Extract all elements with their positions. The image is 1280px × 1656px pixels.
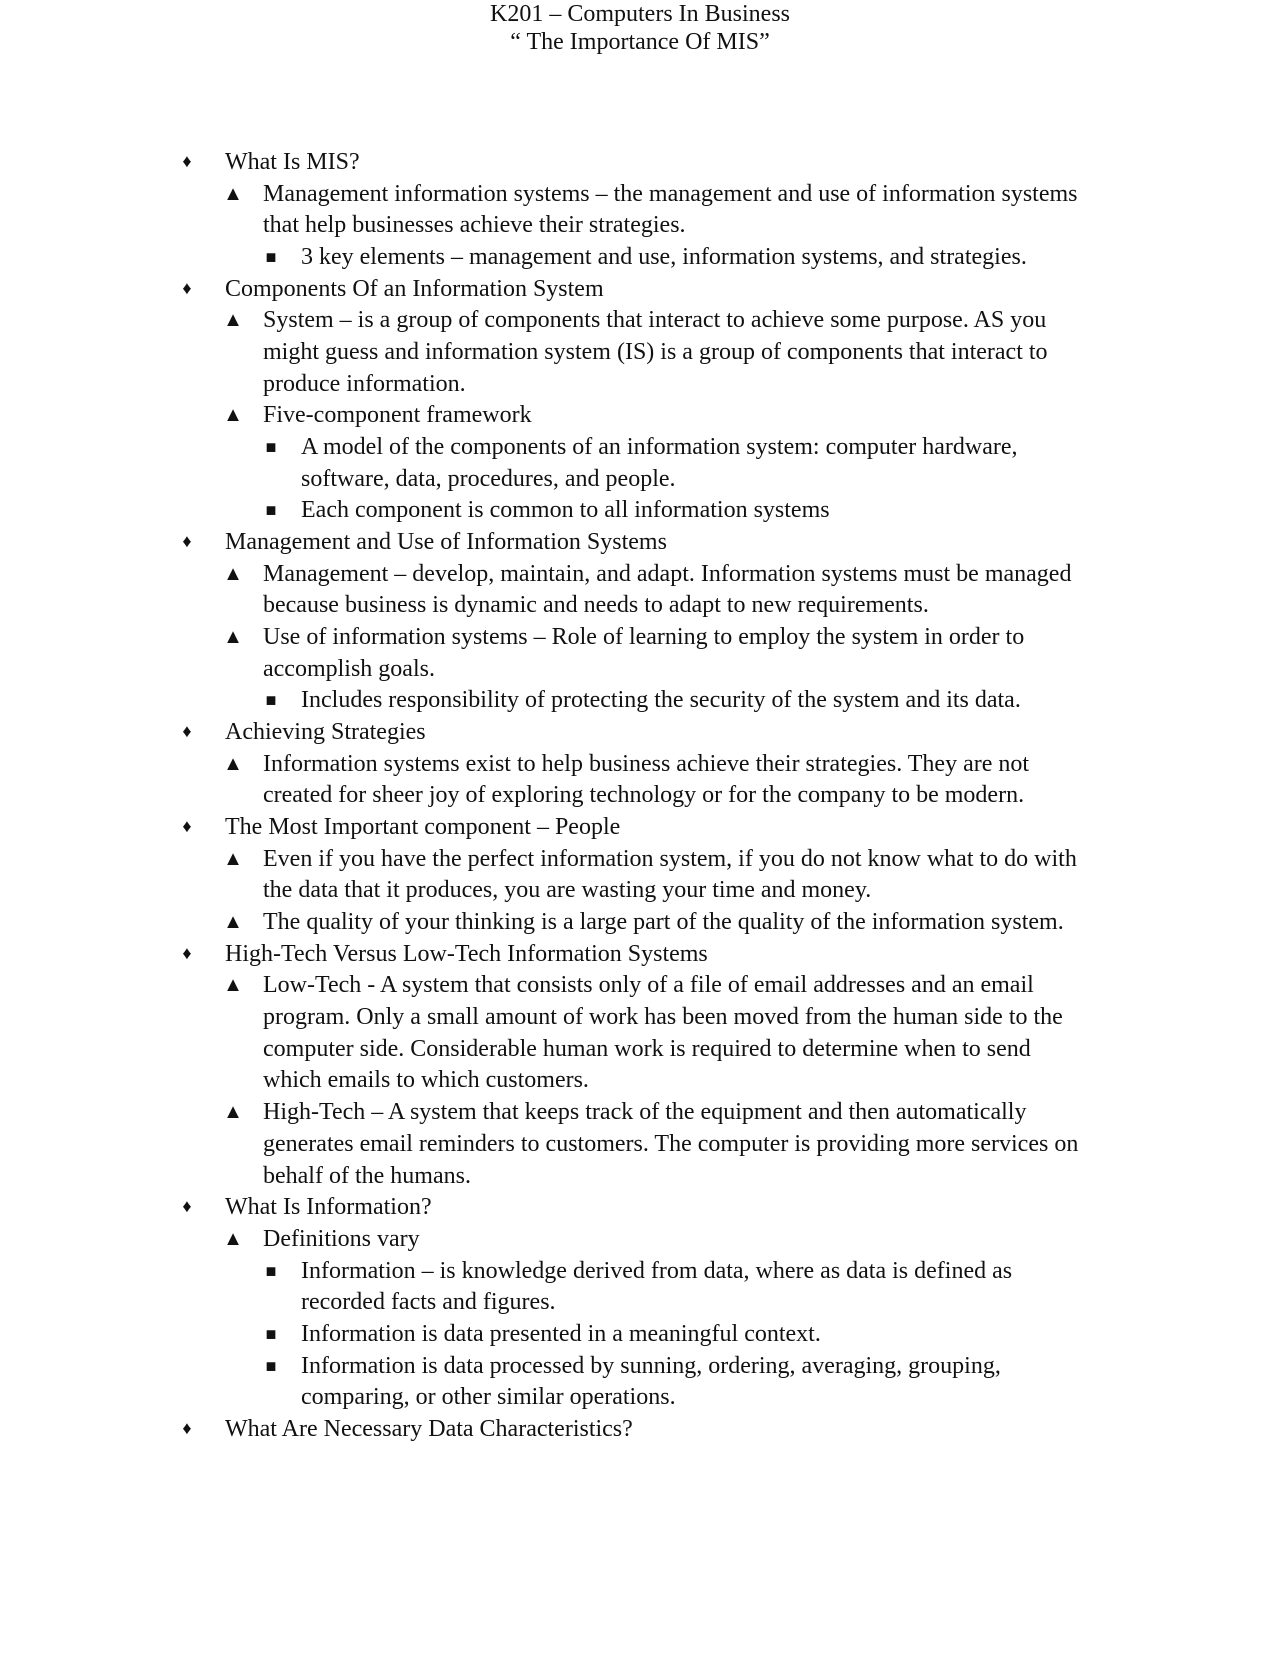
sub-list-item [263, 432, 1085, 495]
sub-list-item-text: 3 key elements – management and use, information systems, and strategies. [301, 244, 1027, 271]
sub-item-list [263, 685, 1085, 717]
list-item-text: Management – develop, maintain, and adapt. Information systems must be managed because business is dynamic and needs to adapt to new requirements. [263, 560, 1072, 619]
list-item-text: Management information systems – the management and use of information systems that help businesses achieve their strategies. [263, 180, 1078, 239]
sub-list-item-text: Information – is knowledge derived from data, where as data is defined as recorded facts and figures. [301, 1257, 1013, 1316]
section-item-list [225, 559, 1085, 717]
sub-list-item-text: Each component is common to all information systems [301, 497, 830, 524]
triangle-bullet-icon: ▲ [223, 752, 243, 775]
outline-section [182, 939, 1085, 1192]
list-item [225, 907, 1085, 939]
diamond-bullet-icon: ♦ [182, 1417, 192, 1438]
section-item-list [225, 749, 1085, 812]
sub-item-list [263, 1256, 1085, 1414]
list-item [225, 844, 1085, 907]
list-item [225, 622, 1085, 717]
course-title: K201 – Computers In Business [490, 1, 790, 27]
sub-list-item-text: Information is data processed by sunning, ordering, averaging, grouping, comparing, or other similar operations. [301, 1352, 1001, 1411]
diamond-bullet-icon: ♦ [182, 277, 192, 298]
triangle-bullet-icon: ▲ [223, 182, 243, 205]
document-title-block [0, 0, 1280, 56]
list-item-text: Use of information systems – Role of learning to employ the system in order to accomplish goals. [263, 624, 1025, 682]
list-item-text: Five-component framework [263, 402, 532, 429]
sub-list-item [263, 1319, 1085, 1351]
sub-list-item-text: A model of the components of an information system: computer hardware, software, data, procedures, and people. [301, 434, 1018, 492]
outline-section [182, 1192, 1085, 1414]
list-item-text: High-Tech – A system that keeps track of the equipment and then automatically generates email reminders to customers. The computer is providing more services on behalf of the humans. [263, 1099, 1079, 1189]
square-bullet-icon: ■ [265, 1355, 277, 1376]
sub-list-item-text: Information is data presented in a meaningful context. [301, 1320, 821, 1347]
outline-list [182, 147, 1085, 1446]
triangle-bullet-icon: ▲ [223, 562, 243, 585]
list-item [225, 559, 1085, 622]
section-heading: What Are Necessary Data Characteristics? [225, 1415, 633, 1442]
triangle-bullet-icon: ▲ [223, 911, 243, 934]
outline-section [182, 717, 1085, 812]
triangle-bullet-icon: ▲ [223, 404, 243, 427]
section-item-list [225, 179, 1085, 274]
list-item [225, 1097, 1085, 1192]
outline-section [182, 527, 1085, 717]
section-item-list [225, 844, 1085, 939]
list-item-text: Low-Tech - A system that consists only of a file of email addresses and an email program. Only a small amount of work has been moved from the human side to the computer side. Considerable human work is required to determine when to send which emails to which customers. [263, 972, 1063, 1094]
square-bullet-icon: ■ [265, 437, 277, 458]
square-bullet-icon: ■ [265, 1260, 277, 1281]
list-item [225, 1224, 1085, 1414]
outline-section [182, 147, 1085, 274]
list-item [225, 400, 1085, 527]
sub-list-item [263, 1256, 1085, 1319]
outline-section [182, 274, 1085, 527]
list-item-text: Definitions vary [263, 1225, 420, 1252]
diamond-bullet-icon: ♦ [182, 721, 192, 742]
section-heading: The Most Important component – People [225, 814, 621, 841]
section-item-list [225, 1224, 1085, 1414]
square-bullet-icon: ■ [265, 247, 277, 268]
list-item-text: System – is a group of components that interact to achieve some purpose. AS you might guess and information system (IS) is a group of components that interact to produce information. [263, 307, 1048, 397]
square-bullet-icon: ■ [265, 500, 277, 521]
section-heading: What Is Information? [225, 1194, 432, 1221]
square-bullet-icon: ■ [265, 1323, 277, 1344]
sub-list-item [263, 495, 1085, 527]
list-item [225, 970, 1085, 1097]
outline-section [182, 812, 1085, 939]
list-item-text: Information systems exist to help business achieve their strategies. They are not created for sheer joy of exploring technology or for the company to be modern. [263, 750, 1030, 809]
list-item [225, 305, 1085, 400]
section-item-list [225, 305, 1085, 527]
sub-item-list [263, 242, 1085, 274]
triangle-bullet-icon: ▲ [223, 847, 243, 870]
section-heading: High-Tech Versus Low-Tech Information Systems [225, 940, 708, 967]
section-heading: Achieving Strategies [225, 719, 426, 746]
list-item-text: Even if you have the perfect information system, if you do not know what to do with the data that it produces, you are wasting your time and money. [263, 845, 1077, 904]
triangle-bullet-icon: ▲ [223, 626, 243, 649]
document-subtitle: “ The Importance Of MIS” [510, 29, 770, 55]
section-heading: What Is MIS? [225, 149, 360, 175]
triangle-bullet-icon: ▲ [223, 1227, 243, 1250]
triangle-bullet-icon: ▲ [223, 1101, 243, 1124]
square-bullet-icon: ■ [265, 690, 277, 711]
diamond-bullet-icon: ♦ [182, 942, 192, 963]
list-item-text: The quality of your thinking is a large part of the quality of the information system. [263, 909, 1064, 936]
section-item-list [225, 970, 1085, 1192]
list-item [225, 749, 1085, 812]
section-heading: Management and Use of Information Systems [225, 529, 667, 556]
diamond-bullet-icon: ♦ [182, 151, 192, 171]
triangle-bullet-icon: ▲ [223, 974, 243, 997]
document-body [182, 147, 1085, 1446]
list-item [225, 179, 1085, 274]
sub-list-item [263, 242, 1085, 274]
triangle-bullet-icon: ▲ [223, 309, 243, 332]
sub-list-item [263, 1351, 1085, 1414]
sub-list-item-text: Includes responsibility of protecting the security of the system and its data. [301, 687, 1021, 714]
diamond-bullet-icon: ♦ [182, 816, 192, 837]
diamond-bullet-icon: ♦ [182, 1196, 192, 1217]
outline-section [182, 1414, 1085, 1446]
section-heading: Components Of an Information System [225, 275, 604, 302]
sub-list-item [263, 685, 1085, 717]
diamond-bullet-icon: ♦ [182, 531, 192, 552]
sub-item-list [263, 432, 1085, 527]
